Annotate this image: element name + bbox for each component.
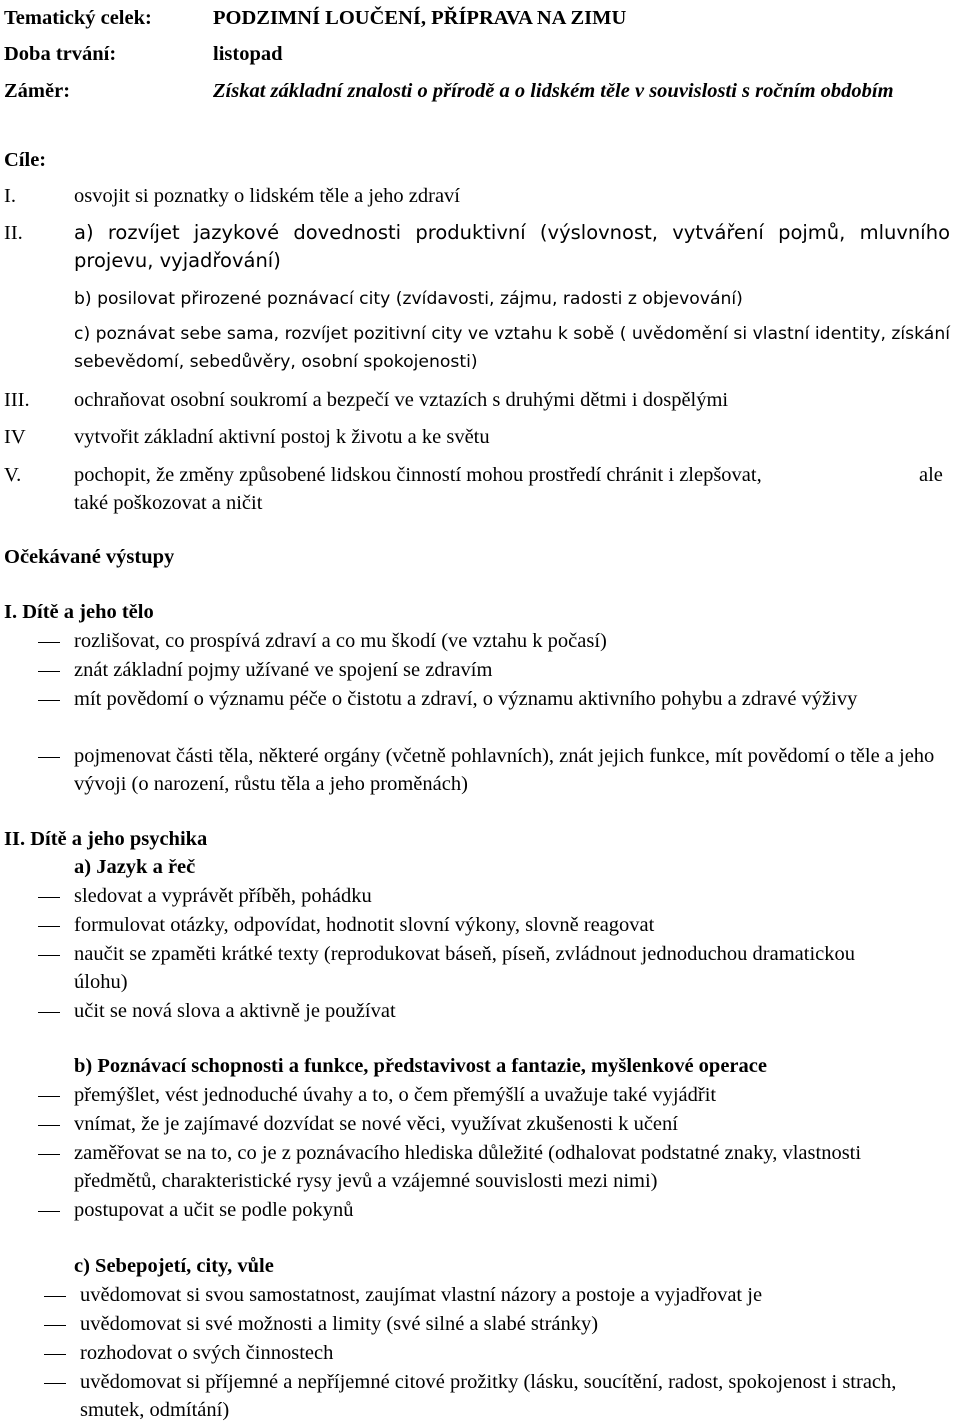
- section1-title: I. Dítě a jeho tělo: [4, 601, 154, 623]
- cile-item-1: osvojit si poznatky o lidském těle a jeho zdraví: [74, 185, 460, 207]
- cile-num-5: V.: [4, 464, 22, 486]
- value-tematicky-celek: PODZIMNÍ LOUČENÍ, PŘÍPRAVA NA ZIMU: [213, 7, 627, 29]
- cile-num-2: II.: [4, 222, 23, 244]
- list-item: zaměřovat se na to, co je z poznávacího hlediska důležité (odhalovat podstatné znaky, vlastnosti předmětů, charakteristické rysy jevů a vzájemné souvislosti mezi nimi): [74, 1142, 862, 1192]
- list-item: přemýšlet, vést jednoduché úvahy a to, o čem přemýšlí a uvažuje také vyjádřit: [74, 1084, 717, 1106]
- dash-bullet-icon: [38, 671, 60, 672]
- vystupy-heading: Očekávané výstupy: [4, 546, 175, 568]
- list-item: rozlišovat, co prospívá zdraví a co mu škodí (ve vztahu k počasí): [74, 630, 607, 652]
- cile-item-4: vytvořit základní aktivní postoj k životu a ke světu: [74, 426, 490, 448]
- dash-bullet-icon: [44, 1383, 66, 1384]
- dash-bullet-icon: [44, 1354, 66, 1355]
- cile-item-2b: b) posilovat přirozené poznávací city (zvídavosti, zájmu, radosti z objevování): [74, 289, 743, 309]
- dash-bullet-icon: [38, 1012, 60, 1013]
- dash-bullet-icon: [38, 955, 60, 956]
- dash-bullet-icon: [38, 700, 60, 701]
- list-item: formulovat otázky, odpovídat, hodnotit slovní výkony, slovně reagovat: [74, 914, 655, 936]
- dash-bullet-icon: [38, 757, 60, 758]
- cile-num-1: I.: [4, 185, 16, 207]
- cile-item-5-end: ale: [919, 464, 943, 486]
- list-item: rozhodovat o svých činnostech: [80, 1342, 334, 1364]
- list-item: uvědomovat si příjemné a nepříjemné citové prožitky (lásku, soucítění, radost, spokojenost i strach, smutek, odmítání): [80, 1371, 897, 1421]
- dash-bullet-icon: [38, 1211, 60, 1212]
- dash-bullet-icon: [38, 926, 60, 927]
- label-doba-trvani: Doba trvání:: [4, 43, 117, 65]
- dash-bullet-icon: [38, 897, 60, 898]
- cile-item-5: pochopit, že změny způsobené lidskou činností mohou prostředí chránit i zlepšovat,: [74, 464, 762, 486]
- dash-bullet-icon: [38, 1096, 60, 1097]
- sub-b-title: b) Poznávací schopnosti a funkce, představivost a fantazie, myšlenkové operace: [74, 1055, 767, 1077]
- dash-bullet-icon: [38, 1154, 60, 1155]
- value-zamer: Získat základní znalosti o přírodě a o lidském těle v souvislosti s ročním obdobím: [213, 80, 894, 102]
- list-item: sledovat a vyprávět příběh, pohádku: [74, 885, 372, 907]
- list-item: naučit se zpaměti krátké texty (reprodukovat báseň, píseň, zvládnout jednoduchou dramatickou úlohu): [74, 943, 856, 993]
- list-item: uvědomovat si svou samostatnost, zaujímat vlastní názory a postoje a vyjadřovat je: [80, 1284, 763, 1306]
- list-item: učit se nová slova a aktivně je používat: [74, 1000, 396, 1022]
- section2-title: II. Dítě a jeho psychika: [4, 828, 208, 850]
- cile-item-3: ochraňovat osobní soukromí a bezpečí ve vztazích s druhými dětmi i dospělými: [74, 389, 729, 411]
- dash-bullet-icon: [44, 1296, 66, 1297]
- list-item: vnímat, že je zajímavé dozvídat se nové věci, využívat zkušenosti k učení: [74, 1113, 678, 1135]
- list-item: pojmenovat části těla, některé orgány (včetně pohlavních), znát jejich funkce, mít povědomí o těle a jeho vývoji (o narození, růstu těla a jeho proměnách): [74, 745, 935, 795]
- list-item: znát základní pojmy užívané ve spojení se zdravím: [74, 659, 493, 681]
- cile-item-2c: c) poznávat sebe sama, rozvíjet pozitivní city ve vztahu k sobě ( uvědomění si vlastní identity, získání sebevědomí, sebedůvěry, osobní spokojenosti): [74, 324, 950, 372]
- cile-item-5-line2: také poškozovat a ničit: [74, 492, 263, 514]
- list-item: mít povědomí o významu péče o čistotu a zdraví, o významu aktivního pohybu a zdravé výživy: [74, 688, 858, 710]
- dash-bullet-icon: [44, 1325, 66, 1326]
- label-zamer: Záměr:: [4, 80, 71, 102]
- sub-c-title: c) Sebepojetí, city, vůle: [74, 1255, 274, 1277]
- value-doba-trvani: listopad: [213, 43, 283, 65]
- sub-a-title: a) Jazyk a řeč: [74, 856, 196, 878]
- dash-bullet-icon: [38, 642, 60, 643]
- cile-num-4: IV: [4, 426, 26, 448]
- label-tematicky-celek: Tematický celek:: [4, 7, 152, 29]
- cile-item-2a: a) rozvíjet jazykové dovednosti produktivní (výslovnost, vytváření pojmů, mluvního projevu, vyjadřování): [74, 221, 950, 272]
- list-item: uvědomovat si své možnosti a limity (své silné a slabé stránky): [80, 1313, 599, 1335]
- cile-num-3: III.: [4, 389, 30, 411]
- dash-bullet-icon: [38, 1125, 60, 1126]
- cile-heading: Cíle:: [4, 149, 47, 171]
- list-item: postupovat a učit se podle pokynů: [74, 1199, 354, 1221]
